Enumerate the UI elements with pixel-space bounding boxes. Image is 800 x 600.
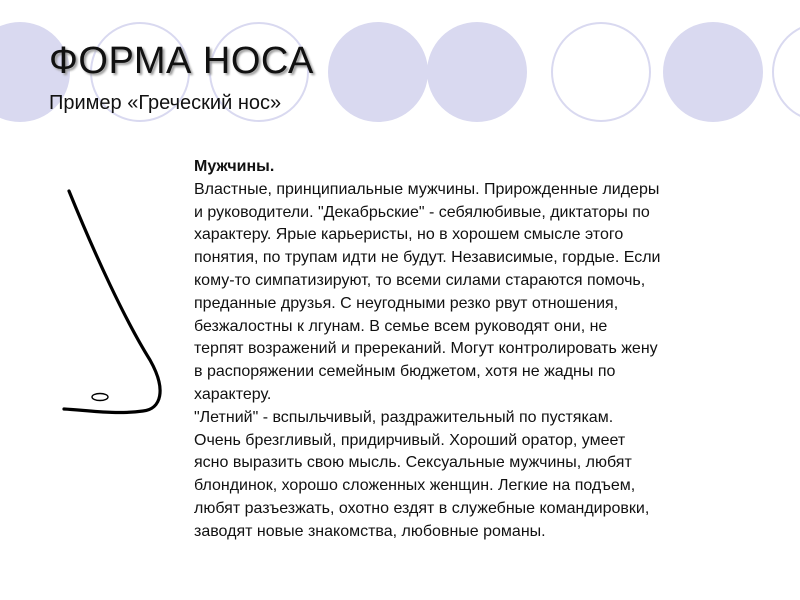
decor-circle [663, 22, 763, 122]
nostril-shape [92, 394, 108, 401]
paragraph: Властные, принципиальные мужчины. Прирожденные лидеры и руководители. "Декабрьские" - себялюбивые, диктаторы по характеру. Ярые карьеристы, но в хорошем смысле этого понятия, по трупам идти не будут. Независимые, гордые. Если кому-то симпатизируют, то всеми силами стараются помочь, преданные друзья. С неугодными резко рвут отношения, безжалостны к лгунам. В семье всем руководят они, не терпят возражений и пререканий. Могут контролировать жену в распоряжении семейным бюджетом, хотя не жадны по характеру. [194, 180, 661, 403]
decor-circle [427, 22, 527, 122]
paragraph: "Летний" - вспыльчивый, раздражительный по пустякам. Очень брезгливый, придирчивый. Хороший оратор, умеет ясно выразить свою мысль. Сексуальные мужчины, любят блондинок, хорошо сложенных женщин. Легкие на подъем, любят разъезжать, охотно ездят в служебные командировки, заводят новые знакомства, любовные романы. [194, 408, 650, 540]
decor-circle [772, 22, 800, 122]
decor-circle [328, 22, 428, 122]
nose-bridge-line [64, 191, 160, 413]
decor-circle [551, 22, 651, 122]
slide-subtitle: Пример «Греческий нос» [49, 92, 282, 114]
section-heading: Мужчины. [194, 158, 275, 175]
description-text [194, 156, 784, 544]
nose-profile-illustration [55, 185, 175, 420]
slide-title: ФОРМА НОСА [49, 40, 314, 82]
